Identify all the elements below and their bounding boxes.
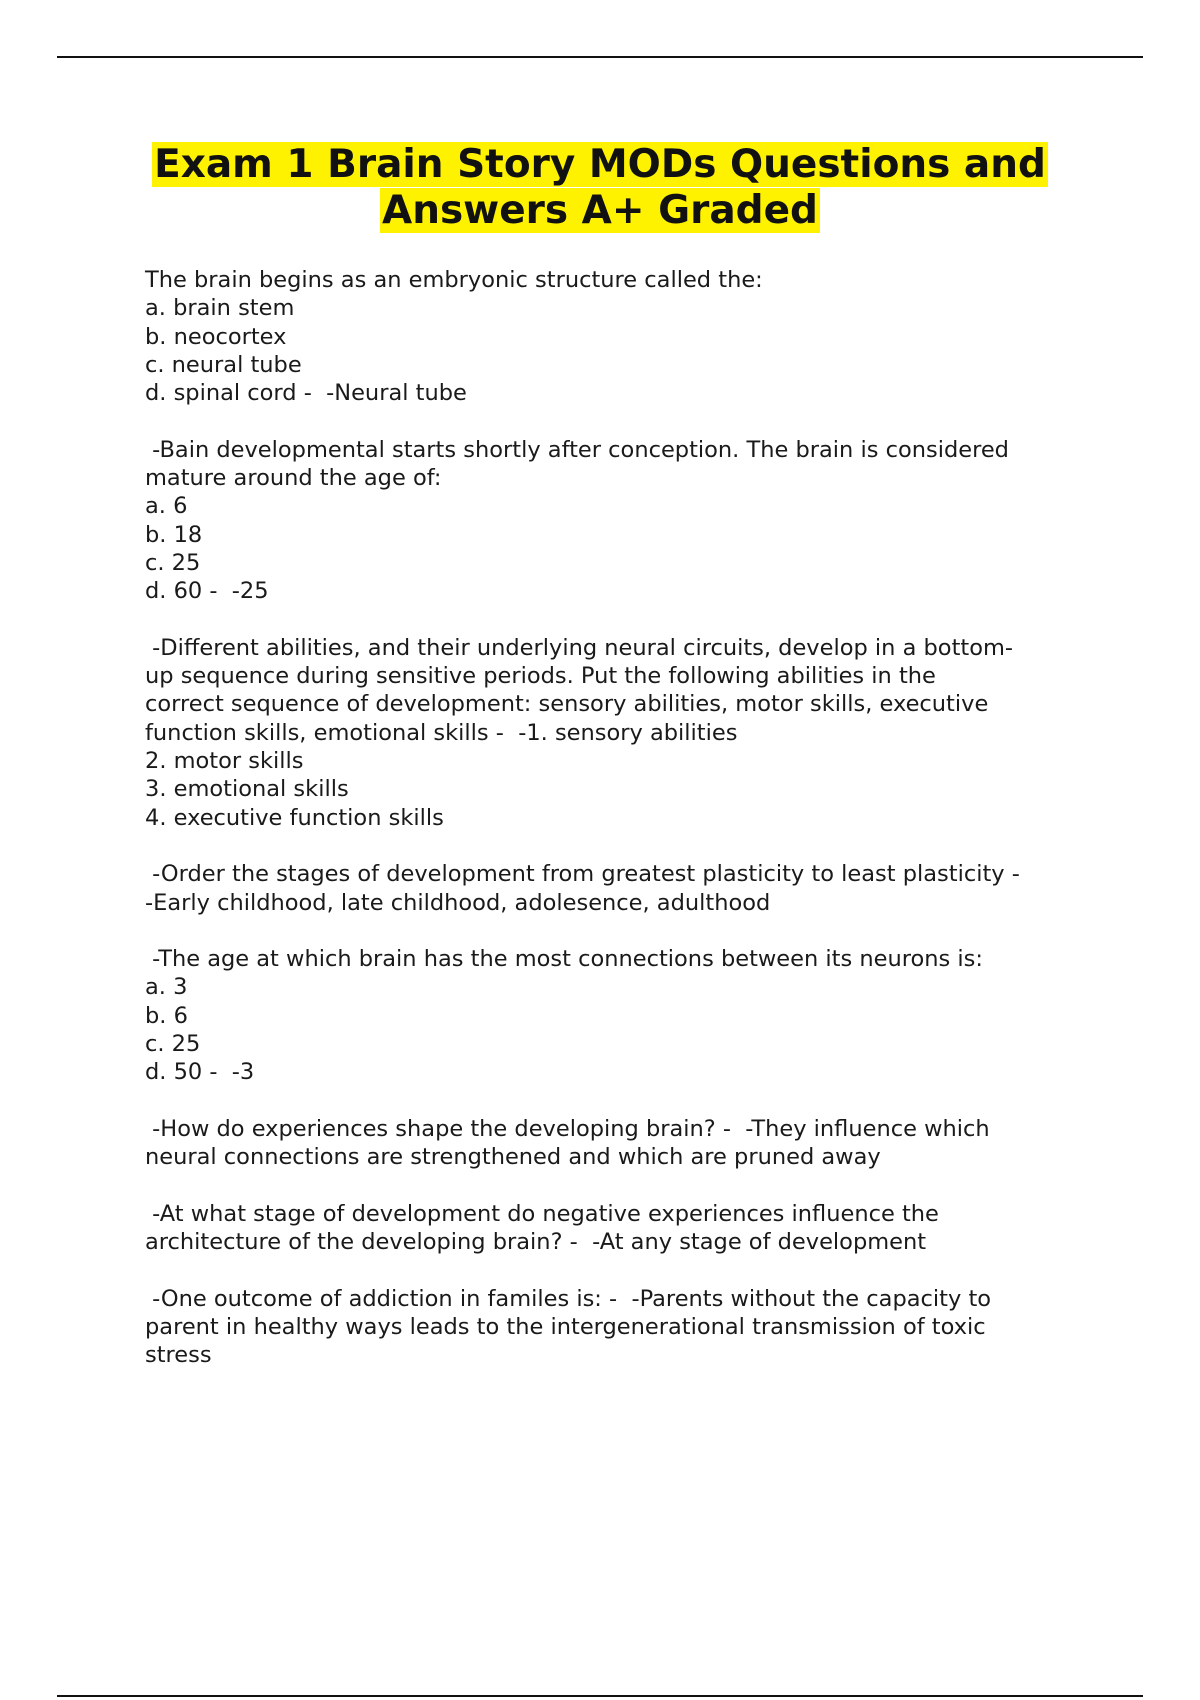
text-line: 4. executive function skills bbox=[145, 804, 444, 831]
text-line: -One outcome of addiction in familes is: - -Parents without the capacity to bbox=[145, 1285, 992, 1312]
qa-block bbox=[145, 1115, 1095, 1172]
qa-block bbox=[145, 634, 1095, 832]
text-line: architecture of the developing brain? - -At any stage of development bbox=[145, 1229, 927, 1256]
text-line: -Different abilities, and their underlying neural circuits, develop in a bottom- bbox=[145, 634, 1014, 661]
bottom-rule bbox=[57, 1695, 1143, 1697]
text-line: b. neocortex bbox=[145, 323, 287, 350]
top-rule bbox=[57, 56, 1143, 58]
text-line: -The age at which brain has the most connections between its neurons is: bbox=[145, 946, 983, 973]
qa-block bbox=[145, 945, 1095, 1086]
text-line: stress bbox=[145, 1342, 212, 1369]
text-line: neural connections are strengthened and which are pruned away bbox=[145, 1144, 881, 1171]
text-line: -Early childhood, late childhood, adolesence, adulthood bbox=[145, 889, 771, 916]
text-line: d. spinal cord - -Neural tube bbox=[145, 380, 467, 407]
text-line: up sequence during sensitive periods. Put the following abilities in the bbox=[145, 663, 936, 690]
document-body bbox=[145, 266, 1095, 1398]
text-line: c. 25 bbox=[145, 549, 201, 576]
text-line: a. brain stem bbox=[145, 295, 295, 322]
qa-block bbox=[145, 266, 1095, 407]
text-line: 2. motor skills bbox=[145, 748, 304, 775]
qa-block bbox=[145, 1200, 1095, 1257]
text-line: -Bain developmental starts shortly after conception. The brain is considered bbox=[145, 436, 1009, 463]
text-line: a. 3 bbox=[145, 974, 188, 1001]
text-line: parent in healthy ways leads to the intergenerational transmission of toxic bbox=[145, 1313, 986, 1340]
title-line-1: Exam 1 Brain Story MODs Questions and bbox=[154, 142, 1046, 187]
text-line: b. 18 bbox=[145, 521, 203, 548]
text-line: b. 6 bbox=[145, 1002, 188, 1029]
qa-block bbox=[145, 860, 1095, 917]
text-line: -Order the stages of development from greatest plasticity to least plasticity - bbox=[145, 861, 1020, 888]
text-line: -How do experiences shape the developing brain? - -They influence which bbox=[145, 1115, 990, 1142]
document-title bbox=[100, 142, 1100, 234]
qa-block bbox=[145, 436, 1095, 606]
text-line: mature around the age of: bbox=[145, 465, 442, 492]
qa-block bbox=[145, 1285, 1095, 1370]
text-line: a. 6 bbox=[145, 493, 188, 520]
text-line: The brain begins as an embryonic structure called the: bbox=[145, 267, 763, 293]
title-line-2: Answers A+ Graded bbox=[382, 188, 818, 233]
text-line: c. 25 bbox=[145, 1031, 201, 1058]
text-line: d. 50 - -3 bbox=[145, 1059, 255, 1086]
text-line: c. neural tube bbox=[145, 351, 302, 378]
text-line: function skills, emotional skills - -1. sensory abilities bbox=[145, 719, 738, 746]
text-line: correct sequence of development: sensory abilities, motor skills, executive bbox=[145, 691, 989, 718]
text-line: 3. emotional skills bbox=[145, 776, 349, 803]
text-line: d. 60 - -25 bbox=[145, 578, 269, 605]
text-line: -At what stage of development do negative experiences influence the bbox=[145, 1200, 939, 1227]
